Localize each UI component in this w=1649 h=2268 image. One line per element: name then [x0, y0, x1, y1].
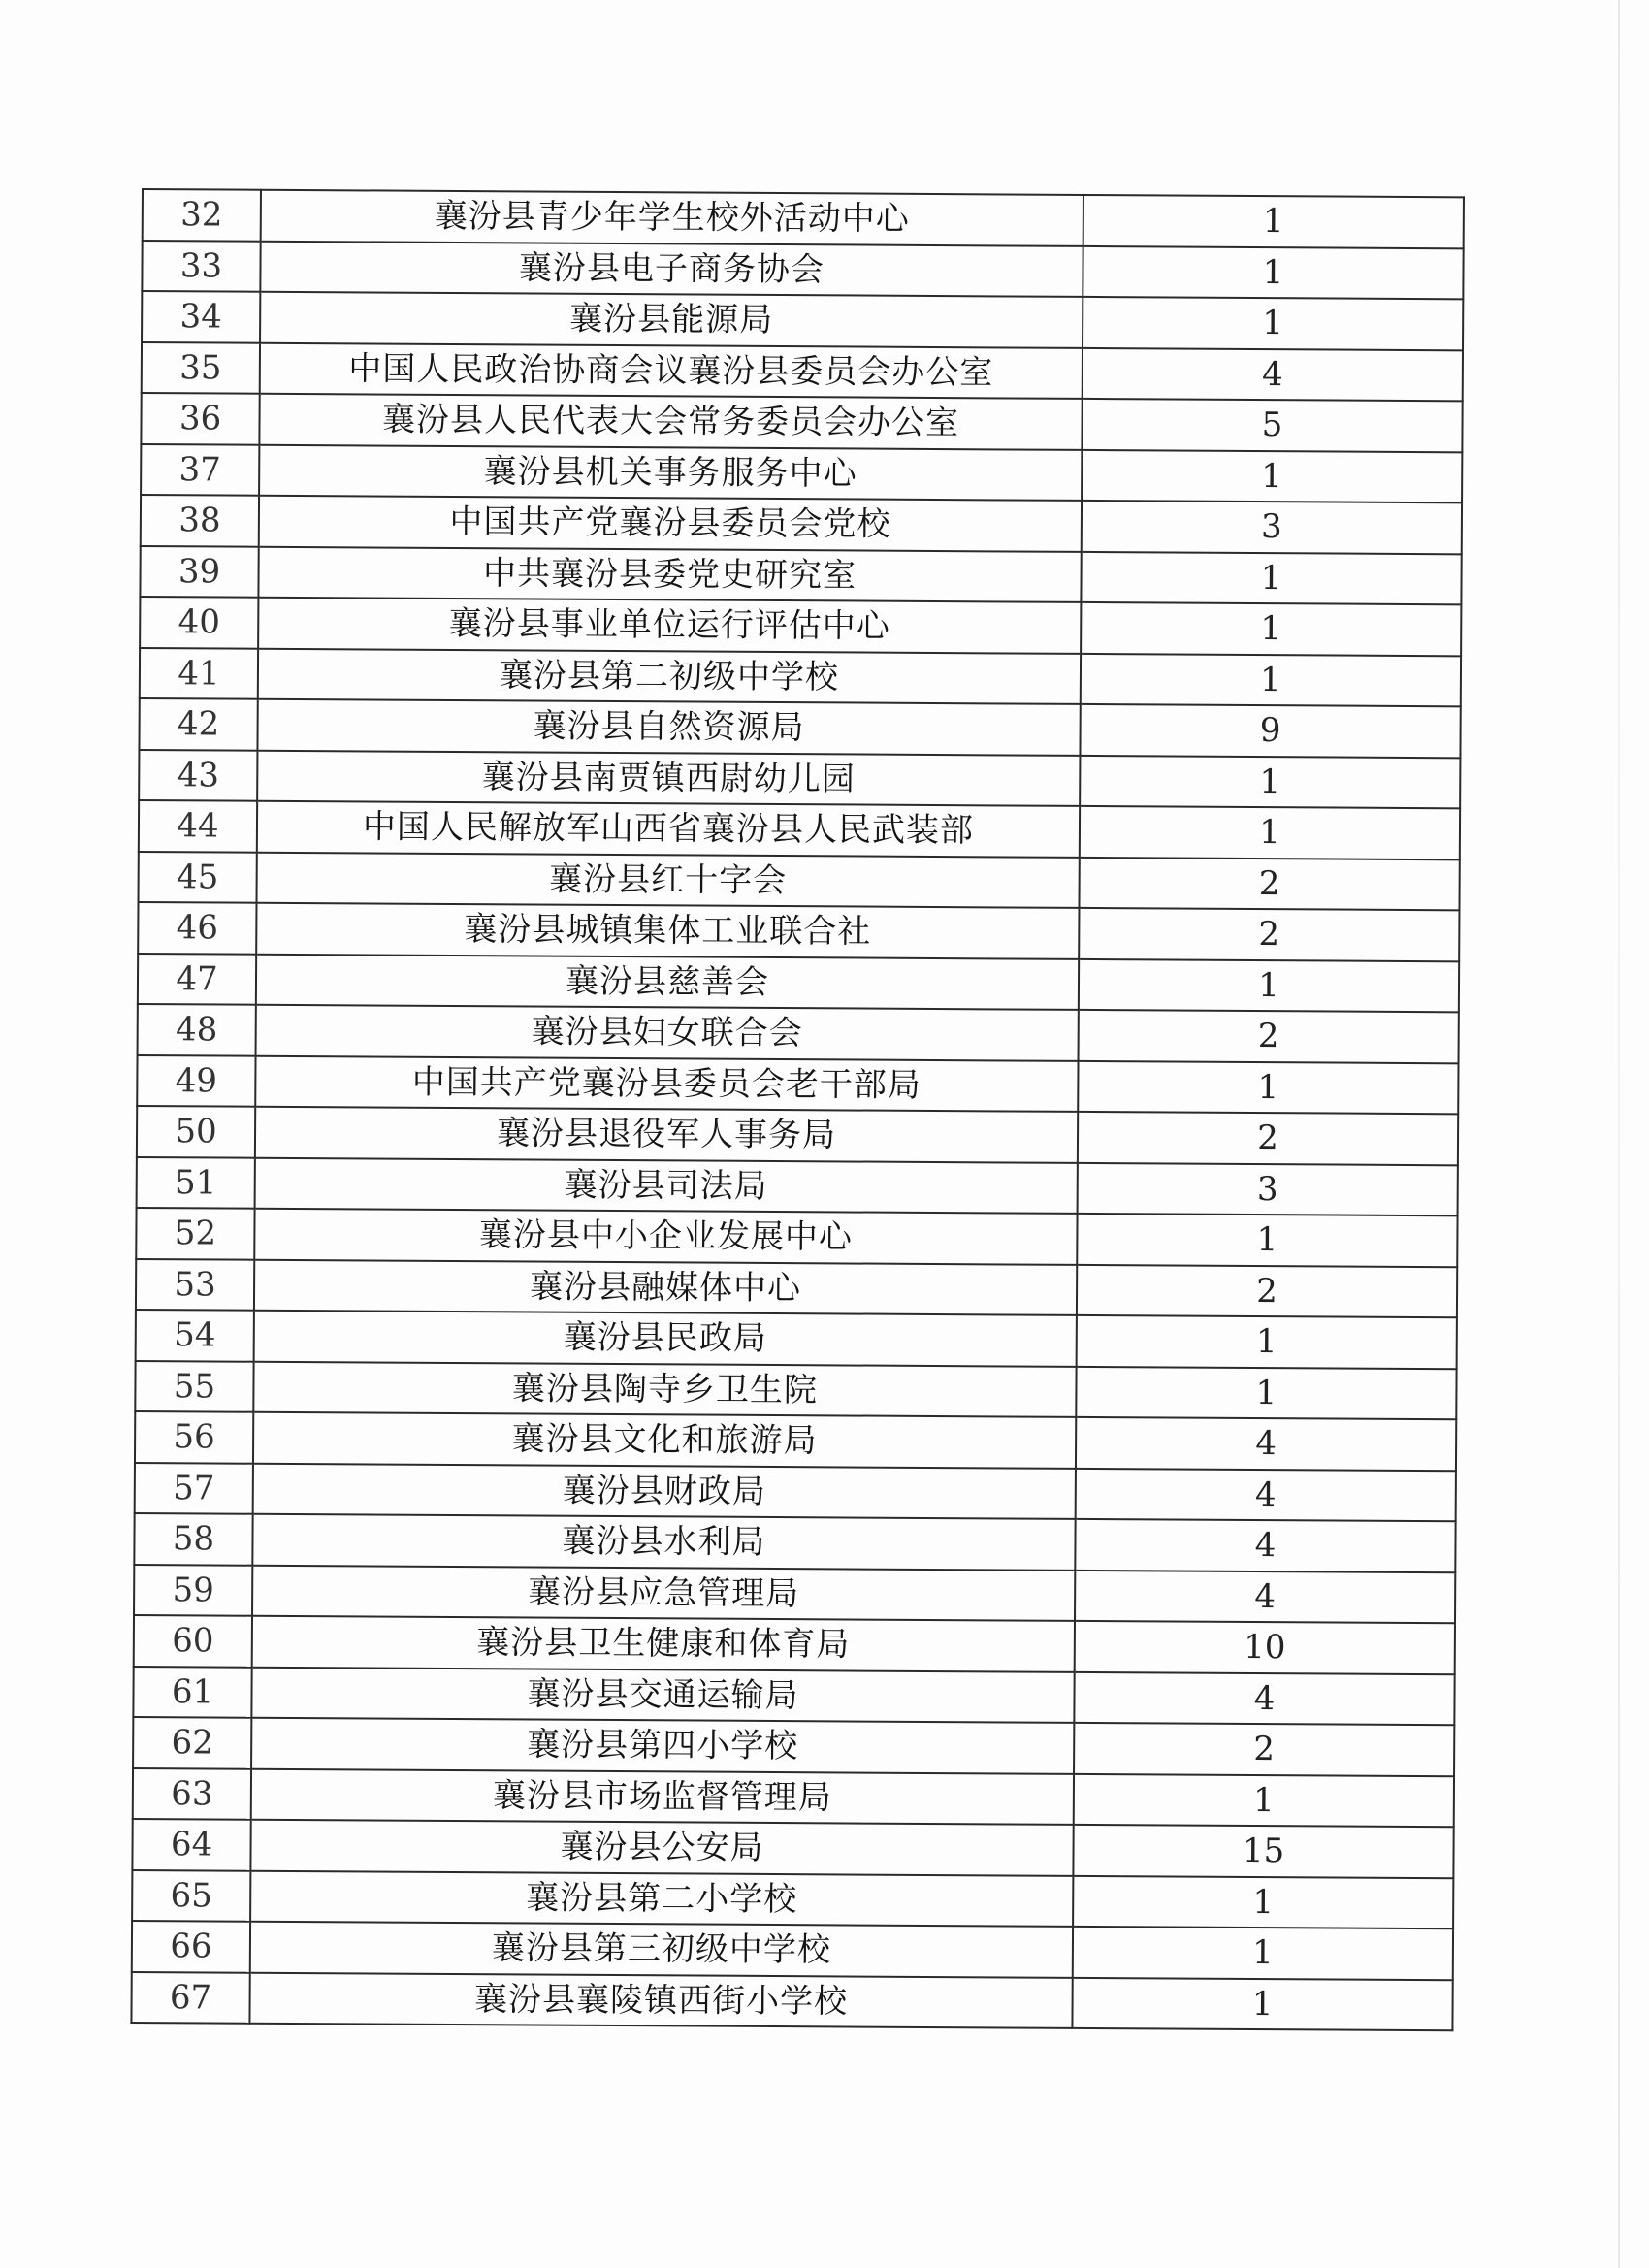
table-row	[141, 495, 1462, 554]
count-cell: 4	[1083, 347, 1463, 401]
row-number-cell: 41	[140, 647, 258, 698]
count-cell: 9	[1080, 704, 1460, 758]
table-container	[130, 188, 1463, 2031]
table-row	[135, 1462, 1456, 1521]
row-number-cell: 55	[135, 1360, 253, 1411]
row-number-cell: 65	[132, 1869, 250, 1921]
count-cell: 1	[1073, 1875, 1453, 1928]
row-number-cell: 58	[134, 1513, 252, 1565]
row-number-cell: 52	[136, 1208, 254, 1259]
unit-name-cell: 襄汾县水利局	[252, 1514, 1075, 1571]
table-row	[142, 241, 1463, 300]
unit-name-cell: 襄汾县第二小学校	[250, 1870, 1073, 1927]
table-row	[139, 749, 1460, 808]
unit-name-cell: 襄汾县红十字会	[257, 852, 1080, 908]
count-cell: 3	[1082, 501, 1462, 554]
table-row	[134, 1513, 1455, 1572]
table-row	[140, 647, 1461, 706]
table-row	[142, 291, 1463, 350]
table-row	[131, 1971, 1452, 2030]
table-row	[132, 1921, 1453, 1980]
count-cell: 10	[1075, 1621, 1455, 1674]
table-row	[141, 444, 1462, 503]
unit-name-cell: 襄汾县人民代表大会常务委员会办公室	[259, 394, 1082, 450]
row-number-cell: 67	[131, 1971, 249, 2023]
row-number-cell: 51	[137, 1156, 255, 1208]
unit-name-cell: 襄汾县能源局	[260, 292, 1083, 348]
unit-name-cell: 襄汾县第四小学校	[251, 1718, 1074, 1774]
count-cell: 5	[1082, 399, 1462, 452]
row-number-cell: 32	[143, 189, 261, 241]
table-row	[142, 342, 1463, 402]
unit-name-cell: 襄汾县融媒体中心	[254, 1259, 1077, 1315]
count-cell: 2	[1079, 857, 1459, 910]
unit-name-cell: 襄汾县司法局	[255, 1157, 1078, 1214]
table-row	[139, 698, 1460, 758]
unit-name-cell: 襄汾县电子商务协会	[260, 241, 1083, 297]
unit-name-cell: 中国人民解放军山西省襄汾县人民武装部	[257, 801, 1080, 858]
row-number-cell: 66	[132, 1921, 250, 1972]
table-row	[135, 1411, 1456, 1471]
unit-name-cell: 襄汾县慈善会	[256, 954, 1079, 1010]
row-number-cell: 35	[142, 342, 260, 394]
count-cell: 1	[1081, 653, 1461, 706]
count-cell: 1	[1081, 551, 1461, 604]
row-number-cell: 36	[141, 393, 259, 444]
table-body	[131, 189, 1464, 2030]
row-number-cell: 64	[132, 1819, 250, 1870]
table-row	[141, 393, 1462, 452]
row-number-cell: 49	[137, 1054, 255, 1106]
row-number-cell: 44	[139, 800, 257, 852]
table-row	[143, 189, 1464, 248]
table-row	[133, 1717, 1454, 1776]
table-row	[136, 1310, 1457, 1369]
row-number-cell: 60	[134, 1615, 252, 1667]
table-row	[137, 1054, 1458, 1114]
unit-name-cell: 襄汾县南贾镇西尉幼儿园	[257, 750, 1080, 806]
table-row	[136, 1258, 1457, 1317]
table-row	[136, 1208, 1457, 1267]
count-cell: 4	[1075, 1519, 1455, 1572]
row-number-cell: 56	[135, 1411, 253, 1463]
unit-name-cell: 中国共产党襄汾县委员会党校	[259, 496, 1082, 552]
table-row	[140, 597, 1461, 656]
row-number-cell: 61	[133, 1666, 251, 1717]
row-number-cell: 34	[142, 291, 260, 342]
row-number-cell: 42	[139, 698, 257, 750]
row-number-cell: 62	[133, 1717, 251, 1768]
unit-name-cell: 中国共产党襄汾县委员会老干部局	[255, 1055, 1078, 1112]
row-number-cell: 37	[141, 444, 259, 496]
table-row	[138, 1004, 1459, 1063]
unit-name-cell: 襄汾县陶寺乡卫生院	[253, 1361, 1076, 1417]
count-cell: 1	[1077, 1214, 1457, 1267]
count-cell: 3	[1078, 1162, 1458, 1215]
table-row	[140, 545, 1461, 604]
row-number-cell: 59	[134, 1564, 252, 1615]
unit-name-cell: 襄汾县民政局	[254, 1311, 1077, 1367]
table-row	[133, 1666, 1454, 1725]
table-row	[135, 1360, 1456, 1419]
count-cell: 1	[1078, 1060, 1458, 1114]
unit-name-cell: 襄汾县襄陵镇西街小学校	[249, 1972, 1072, 2028]
unit-name-cell: 襄汾县机关事务服务中心	[259, 444, 1082, 501]
unit-name-cell: 襄汾县卫生健康和体育局	[252, 1616, 1075, 1672]
table-row	[139, 800, 1460, 859]
row-number-cell: 53	[136, 1258, 254, 1310]
unit-name-cell: 襄汾县城镇集体工业联合社	[256, 903, 1079, 959]
count-cell: 2	[1079, 1010, 1459, 1063]
count-cell: 1	[1080, 806, 1460, 859]
unit-name-cell: 襄汾县事业单位运行评估中心	[258, 598, 1081, 654]
row-number-cell: 33	[142, 241, 260, 292]
row-number-cell: 63	[133, 1767, 251, 1819]
row-number-cell: 39	[140, 545, 258, 597]
unit-name-cell: 襄汾县财政局	[253, 1463, 1076, 1519]
unit-name-cell: 襄汾县退役军人事务局	[255, 1107, 1078, 1163]
count-cell: 1	[1083, 195, 1464, 248]
row-number-cell: 57	[135, 1462, 253, 1513]
row-number-cell: 54	[136, 1310, 254, 1361]
unit-name-cell: 襄汾县第三初级中学校	[250, 1922, 1073, 1978]
row-number-cell: 43	[139, 749, 257, 800]
unit-name-cell: 襄汾县中小企业发展中心	[254, 1209, 1077, 1265]
count-cell: 2	[1078, 1112, 1458, 1165]
row-number-cell: 40	[140, 597, 258, 648]
unit-name-cell: 襄汾县青少年学生校外活动中心	[261, 190, 1083, 246]
count-cell: 1	[1082, 449, 1462, 502]
unit-name-cell: 襄汾县第二初级中学校	[258, 648, 1081, 704]
table-row	[134, 1564, 1455, 1623]
count-cell: 4	[1074, 1671, 1454, 1725]
table-row	[137, 1106, 1458, 1165]
unit-list-table	[130, 188, 1465, 2031]
count-cell: 1	[1074, 1773, 1454, 1827]
table-row	[132, 1869, 1453, 1928]
unit-name-cell: 襄汾县交通运输局	[251, 1667, 1074, 1723]
table-row	[133, 1767, 1454, 1827]
count-cell: 1	[1076, 1366, 1456, 1419]
unit-name-cell: 襄汾县公安局	[250, 1820, 1073, 1876]
count-cell: 4	[1075, 1570, 1455, 1623]
unit-name-cell: 中国人民政治协商会议襄汾县委员会办公室	[260, 342, 1083, 399]
count-cell: 2	[1079, 908, 1459, 961]
row-number-cell: 46	[138, 902, 256, 954]
row-number-cell: 50	[137, 1106, 255, 1157]
unit-name-cell: 襄汾县自然资源局	[257, 699, 1080, 756]
count-cell: 1	[1077, 1315, 1457, 1369]
count-cell: 4	[1076, 1468, 1456, 1521]
count-cell: 4	[1076, 1417, 1456, 1471]
count-cell: 1	[1083, 245, 1463, 299]
unit-name-cell: 襄汾县应急管理局	[252, 1565, 1075, 1621]
count-cell: 2	[1074, 1723, 1454, 1776]
table-row	[138, 953, 1459, 1012]
count-cell: 15	[1073, 1825, 1453, 1878]
table-row	[138, 902, 1459, 961]
table-row	[132, 1819, 1453, 1878]
unit-name-cell: 襄汾县文化和旅游局	[253, 1412, 1076, 1469]
count-cell: 1	[1072, 1977, 1452, 2030]
unit-name-cell: 中共襄汾县委党史研究室	[258, 546, 1081, 602]
scan-edge-shadow	[1618, 0, 1620, 2268]
table-row	[137, 1156, 1458, 1215]
table-row	[134, 1615, 1455, 1674]
count-cell: 1	[1081, 602, 1461, 656]
unit-name-cell: 襄汾县妇女联合会	[256, 1005, 1079, 1061]
count-cell: 1	[1079, 958, 1459, 1012]
count-cell: 1	[1073, 1927, 1453, 1980]
count-cell: 2	[1077, 1264, 1457, 1317]
count-cell: 1	[1080, 755, 1460, 808]
row-number-cell: 47	[138, 953, 256, 1004]
row-number-cell: 45	[139, 851, 257, 902]
row-number-cell: 48	[138, 1004, 256, 1055]
unit-name-cell: 襄汾县市场监督管理局	[251, 1768, 1074, 1825]
row-number-cell: 38	[141, 495, 259, 546]
count-cell: 1	[1083, 297, 1463, 350]
table-row	[139, 851, 1460, 910]
